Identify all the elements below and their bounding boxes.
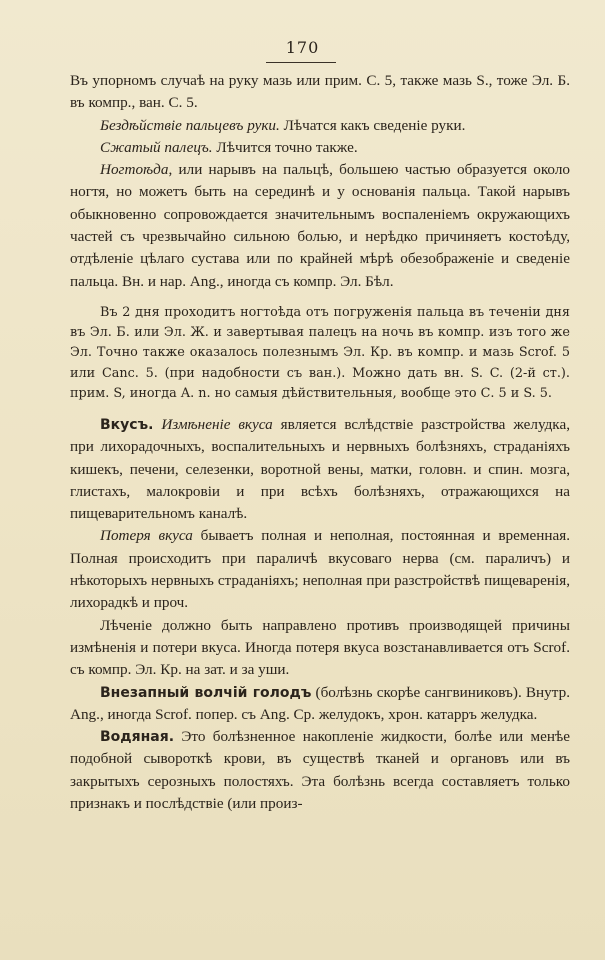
paragraph-dropsy (70, 726, 570, 815)
paragraph-taste-loss (70, 525, 570, 614)
text-clenched-finger: Лѣчится точно также. (212, 138, 358, 156)
page-body (70, 70, 570, 815)
text-finger-inaction: Лѣчатся какъ сведеніе руки. (279, 116, 466, 134)
term-whitlow: Ногтоѣда (100, 161, 169, 179)
paragraph-clenched-finger (70, 137, 570, 159)
heading-dropsy: Водяная. (100, 729, 175, 746)
paragraph-taste-treatment: Лѣченіе должно быть направлено противъ производящей причины измѣненія и потери вкуса. Иногда потеря вкуса возстанавливается отъ Scrof. съ компр. Эл. Кр. на зат. и за уши. (70, 616, 570, 679)
text-taste-change: является вслѣдствіе разстройства желудка, при лихорадочныхъ, воспалительныхъ и нервныхъ болѣзняхъ, страданіяхъ кишекъ, печени, селезенки, воротной вены, матки, головн. и спин. мозга, глистахъ, малокровіи и при всѣхъ болѣзняхъ, отражающихся на пищеварительномъ каналѣ. (70, 415, 570, 523)
term-finger-inaction: Бездѣйствіе пальцевъ руки. (100, 116, 280, 134)
note-whitlow-treatment: Въ 2 дня проходитъ ногтоѣда отъ погруженія пальца въ теченіи дня въ Эл. Б. или Эл. Ж. и завертывая палецъ на ночь въ компр. изъ того же Эл. Точно также оказалось полезнымъ Эл. Кр. въ компр. и мазь Scrof. 5 или Canc. 5. (при надобности съ ван.). Можно дать вн. S. C. (2-й ст.). прим. S, иногда A. n. но самыя дѣйствительныя, вообще это С. 5 и S. 5. (70, 304, 570, 401)
term-taste-change: Измѣненіе вкуса (153, 415, 273, 433)
spacer (70, 404, 570, 414)
paragraph-sudden-hunger (70, 682, 570, 727)
term-taste-loss: Потеря вкуса (100, 527, 193, 545)
text-taste-loss: бываетъ полная и неполная, постоянная и временная. Полная происходитъ при параличѣ вкусоваго нерва (см. параличъ) и нѣкоторыхъ нервныхъ страданіяхъ; неполная при разстройствѣ пищеваренія, лихорадкѣ и проч. (70, 527, 570, 612)
paragraph-whitlow (70, 159, 570, 293)
heading-sudden-hunger: Внезапный волчій голодъ (100, 684, 312, 701)
text-whitlow: , или нарывъ на пальцѣ, большею частью образуется около ногтя, но можетъ быть на серединѣ и у основанія пальца. Такой нарывъ обыкновенно сопровождается значительнымъ воспаленіемъ окружающихъ частей съ чрезвычайно сильною болью, и нерѣдко причиняетъ костоѣду, отдѣленіе цѣлаго сустава или по крайней мѣрѣ обезображеніе и сведеніе пальца. Вн. и нар. Ang., иногда съ компр. Эл. Бѣл. (70, 161, 570, 290)
text-dropsy: Это болѣзненное накопленіе жидкости, болѣе или менѣе подобной сывороткѣ крови, въ существѣ тканей и органовъ или въ закрытыхъ серозныхъ полостяхъ. Эта болѣзнь всегда составляетъ только признакъ и послѣдствіе (или произ- (70, 728, 570, 813)
header-rule (266, 62, 336, 63)
heading-taste: Вкусъ. (100, 416, 154, 433)
paragraph-taste (70, 414, 570, 525)
spacer (70, 293, 570, 303)
term-clenched-finger: Сжатый палецъ. (100, 138, 213, 156)
page-number: 170 (285, 38, 320, 57)
paragraph-hand-ointment: Въ упорномъ случаѣ на руку мазь или прим. С. 5, также мазь S., тоже Эл. Б. въ компр., ван. С. 5. (70, 72, 570, 112)
paragraph-finger-inaction (70, 115, 570, 137)
text-sudden-hunger: (болѣзнь скорѣе сангвиниковъ). Внутр. Ang., иногда Scrof. попер. съ Ang. Ср. желудокъ, хрон. катарръ желудка. (70, 683, 570, 723)
